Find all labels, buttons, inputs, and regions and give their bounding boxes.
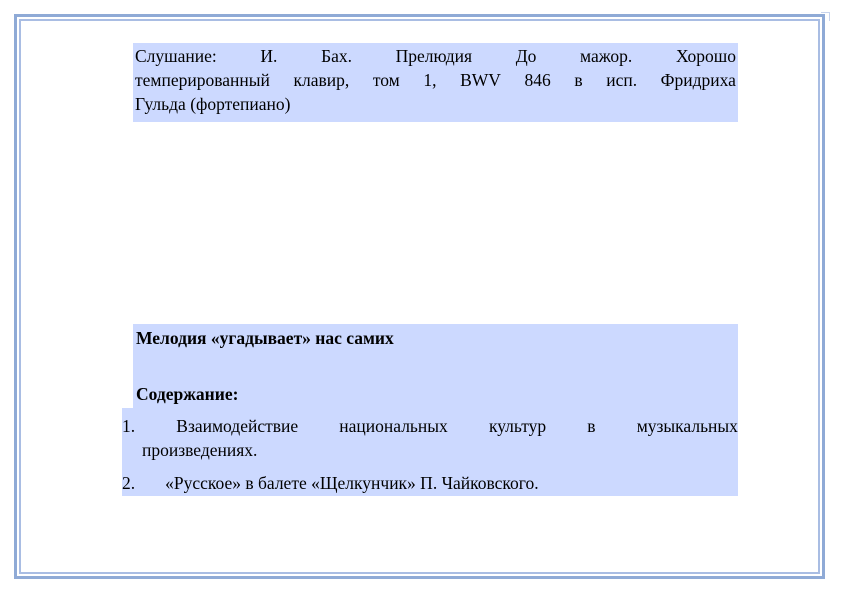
listening-word: темперированный	[135, 70, 270, 90]
list-item-line-1	[122, 414, 738, 438]
listening-word: том	[372, 70, 400, 90]
listening-word: BWV	[460, 70, 501, 90]
list-item	[122, 471, 539, 495]
list-item-word: музыкальных	[636, 416, 738, 436]
list-item-number: 1.	[122, 416, 136, 436]
slide-border-corner	[821, 12, 830, 21]
list-item	[122, 414, 738, 462]
listening-word: До	[515, 46, 537, 66]
content-list	[122, 408, 738, 496]
list-item-word: Взаимодействие	[176, 416, 299, 436]
listening-word: Бах.	[321, 46, 353, 66]
list-item-line-2: произведениях.	[142, 440, 258, 460]
listening-word: Фридриха	[660, 70, 736, 90]
listening-word: исп.	[606, 70, 638, 90]
listening-word: 846	[524, 70, 551, 90]
lesson-title: Мелодия «угадывает» нас самих	[136, 328, 394, 348]
listening-line-2	[135, 68, 736, 92]
list-item-word: в	[587, 416, 596, 436]
content-heading: Содержание:	[136, 384, 239, 404]
listening-word: мажор.	[580, 46, 633, 66]
listening-word: Прелюдия	[395, 46, 473, 66]
listening-text-block	[133, 43, 738, 122]
listening-word: в	[574, 70, 583, 90]
listening-word: Хорошо	[675, 46, 736, 66]
listening-line-1	[135, 44, 736, 68]
lesson-header-block	[133, 324, 738, 408]
listening-word: клавир,	[293, 70, 350, 90]
list-item-text: «Русское» в балете «Щелкунчик» П. Чайковского.	[165, 473, 539, 493]
list-item-word: национальных	[339, 416, 448, 436]
list-item-word: культур	[488, 416, 547, 436]
listening-word: И.	[260, 46, 278, 66]
listening-word: 1,	[423, 70, 437, 90]
list-item-number: 2.	[122, 473, 136, 493]
listening-word: Слушание:	[135, 46, 217, 66]
listening-line-3: Гульда (фортепиано)	[135, 94, 291, 114]
